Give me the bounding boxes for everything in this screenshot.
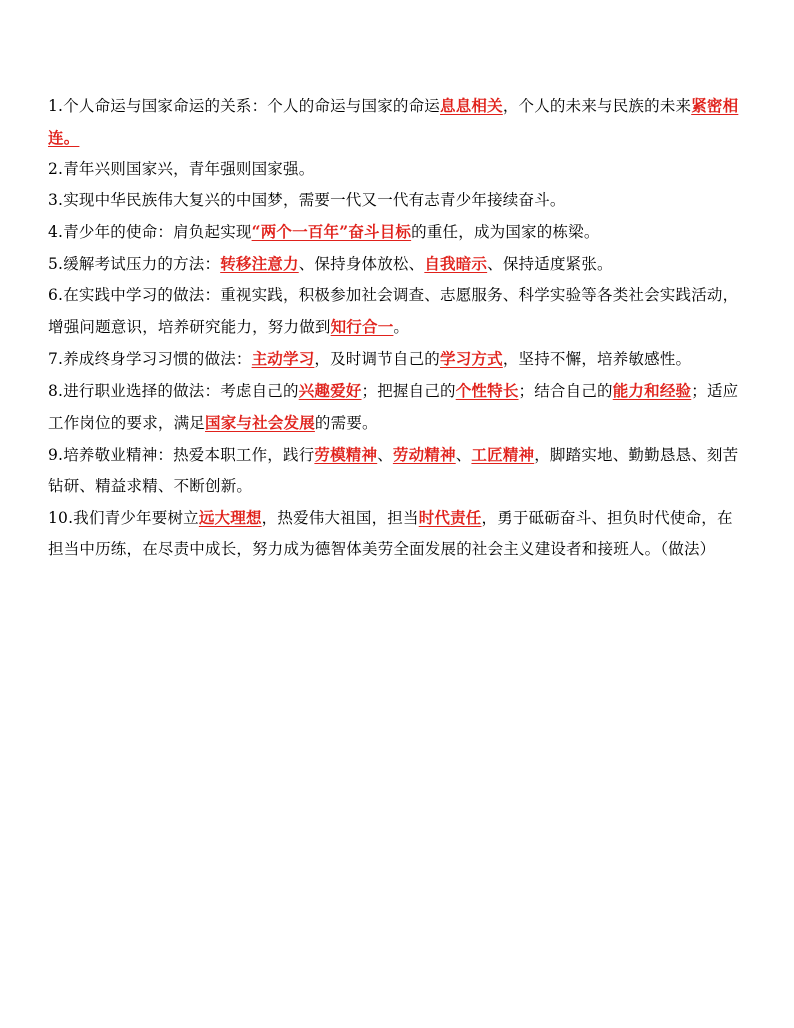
highlighted-keyword: 工匠精神 (471, 445, 535, 464)
highlighted-keyword: 劳动精神 (392, 445, 456, 464)
knowledge-point-1 (48, 90, 748, 154)
point-text: 5.缓解考试压力的方法： (48, 255, 221, 273)
point-text: 8.进行职业选择的做法：考虑自己的 (48, 382, 299, 400)
highlighted-keyword: 兴趣爱好 (298, 381, 362, 400)
highlighted-keyword: 国家与社会发展 (205, 413, 315, 432)
highlighted-keyword: 远大理想 (198, 508, 262, 527)
highlighted-keyword: 紧密相连。 (48, 96, 739, 147)
knowledge-point-4 (48, 216, 748, 248)
knowledge-point-6 (48, 280, 748, 343)
highlighted-keyword: 劳模精神 (314, 445, 378, 464)
highlighted-keyword: 时代责任 (418, 508, 482, 527)
point-text: ，热爱伟大祖国，担当 (261, 509, 419, 527)
highlighted-keyword: 息息相关 (440, 96, 503, 115)
point-text: ；结合自己的 (518, 382, 613, 400)
point-text: 1.个人命运与国家命运的关系：个人的命运与国家的命运 (48, 97, 440, 115)
highlighted-keyword: 个性特长 (455, 381, 519, 400)
highlighted-keyword: 主动学习 (251, 349, 315, 368)
point-text: ，脚踏实地、勤勤恳恳、刻苦钻研、精益求精、不断创新。 (48, 446, 739, 495)
highlighted-keyword: 能力和经验 (612, 381, 692, 400)
knowledge-point-7 (48, 343, 748, 375)
point-text: 4.青少年的使命：肩负起实现 (48, 223, 252, 241)
highlighted-keyword: 学习方式 (440, 349, 503, 368)
highlighted-keyword: “两个一百年”奋斗目标 (251, 222, 412, 241)
point-text: 10.我们青少年要树立 (48, 509, 199, 527)
point-text: 、 (377, 446, 393, 464)
point-text: 的重任，成为国家的栋梁。 (411, 223, 600, 241)
highlighted-keyword: 自我暗示 (424, 254, 488, 273)
point-text: 2.青年兴则国家兴，青年强则国家强。 (48, 160, 315, 178)
point-text: 、 (455, 446, 472, 464)
point-text: ，个人的未来与民族的未来 (502, 97, 692, 115)
point-text: ；把握自己的 (361, 382, 456, 400)
point-text: 、保持适度紧张。 (487, 255, 613, 273)
point-text: 。 (393, 318, 410, 336)
point-text: ，勇于砥砺奋斗、担负时代使命，在担当中历练，在尽责中成长，努力成为德智体美劳全面发展的社会主义建设者和接班人。（做法） (48, 509, 733, 558)
knowledge-point-9 (48, 439, 748, 502)
knowledge-point-2 (48, 154, 748, 185)
point-text: 3.实现中华民族伟大复兴的中国梦，需要一代又一代有志青少年接续奋斗。 (48, 191, 566, 209)
point-text: 6.在实践中学习的做法：重视实践，积极参加社会调查、志愿服务、科学实验等各类社会实践活动，增强问题意识，培养研究能力，努力做到 (48, 286, 739, 336)
point-text: 9.培养敬业精神：热爱本职工作，践行 (48, 446, 315, 464)
point-text: ，及时调节自己的 (314, 350, 441, 368)
knowledge-point-5 (48, 248, 748, 280)
point-text: ，坚持不懈，培养敏感性。 (502, 350, 692, 368)
knowledge-point-3 (48, 185, 748, 216)
knowledge-point-8 (48, 375, 748, 439)
point-text: 的需要。 (314, 414, 378, 432)
highlighted-keyword: 转移注意力 (220, 254, 299, 273)
knowledge-point-10 (48, 502, 748, 565)
point-text: 、保持身体放松、 (298, 255, 425, 273)
highlighted-keyword: 知行合一 (330, 317, 394, 336)
document-page (48, 90, 748, 565)
point-text: ；适应工作岗位的要求，满足 (48, 382, 739, 432)
point-text: 7.养成终身学习习惯的做法： (48, 350, 252, 368)
